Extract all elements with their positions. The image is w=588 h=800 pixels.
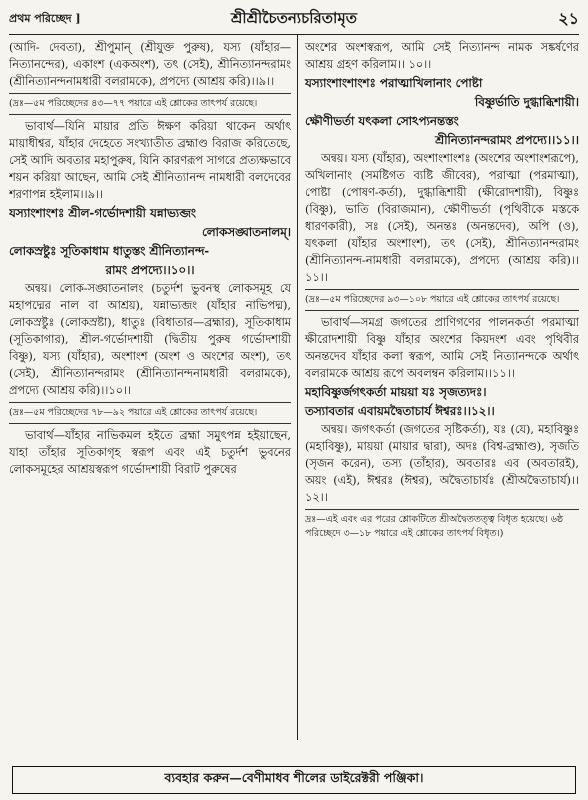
shloka-11-line-3: ক্ষৌণীভর্তা যৎকলা সোঽপ্যনন্তস্তং bbox=[305, 114, 459, 128]
divider bbox=[305, 310, 579, 311]
divider bbox=[305, 289, 579, 290]
page-number: ২১ bbox=[558, 8, 579, 28]
shloka-10-line-1: যস্যাংশাংশঃ শ্রীল-গর্ভোদশায়ী যন্নাভ্যব্জং bbox=[9, 206, 196, 220]
divider bbox=[9, 402, 291, 403]
right-note-2: দ্রঃ—এই এবং এর পরের শ্লোকটিতে শ্রীঅদ্বৈততত্ত্ব বিধৃত হয়েছে। ৬ষ্ঠ পরিচ্ছেদে ৩—১৮ পয়ারে এই শ্লোকের তাৎপর্য বিধৃত।) bbox=[305, 514, 563, 539]
page-header bbox=[9, 6, 579, 32]
left-bhavartha-2: ভাবার্থ—যাঁহার নাভিকমল হইতে ব্রহ্মা সমুৎপন্ন হইয়াছেন, যাহা তাঁহার সূতিকাগৃহ স্বরূপ এবং এই চতুর্দশ ভুবনের লোকসমূহের আশ্রয়স্বরূপ গর্ভোদশায়ী বিরাট পুরুষের bbox=[9, 429, 291, 476]
right-note-1: (দ্রঃ—৫ম পরিচ্ছেদের ৯৩—১০৮ পয়ারে এই শ্লোকের তাৎপর্য রয়েছে। bbox=[305, 294, 560, 305]
shloka-10-line-4: রামং প্রপদ্যে।।১০।। bbox=[105, 263, 195, 277]
divider bbox=[9, 423, 291, 424]
shloka-11-line-1: যস্যাংশাংশাংশঃ পরাত্মাখিলানাং পোষ্টা bbox=[305, 76, 483, 90]
page-title: শ্রীশ্রীচৈতন্যচরিতামৃত bbox=[231, 8, 357, 27]
left-paragraph-1: (আদি- দেবতা), শ্রীপুমান্ (শ্রীযুক্ত পুরুষ), যস্য (যাঁহার—নিত্যানন্দের), একাংশ (একঅংশ), তৎ (সেই), শ্রীনিত্যানন্দরামং (শ্রীনিত্যানন্দনামধারী বলরামকে), প্রপদ্যে (আশ্রয় করি)।।৯।। bbox=[9, 41, 291, 88]
footer-text: ব্যবহার করুন—বেণীমাধব শীলের ডাইরেক্টরী পঞ্জিকা। bbox=[164, 770, 424, 785]
footer-advert bbox=[12, 766, 576, 794]
divider bbox=[305, 509, 579, 510]
shloka-12-line-2: তস্যাবতার এবায়মদ্বৈতাচার্য ঈশ্বরঃ।।১২।। bbox=[305, 404, 495, 418]
divider bbox=[9, 93, 291, 94]
shloka-11-line-2: বিষ্ণুর্ভাতি দুগ্ধাব্ধিশায়ী। bbox=[474, 95, 579, 109]
left-bhavartha-1: ভাবার্থ—যিনি মায়ার প্রতি ঈক্ষণ করিয়া থাকেন অর্থাৎ মায়াধীশ্বর, যাঁহার দেহেতে সংখ্যাতীত ব্রহ্মাণ্ড বিরাজ করিতেছে, সেই আদি অবতার মহাপুরুষ, যিনি কারণরূপ সাগরে প্রত্যক্ষভাবে শয়ন করিয়া আছেন, আমি সেই শ্রীনিত্যানন্দ নামধারী বলদেবের শরণাপন্ন হইলাম।।৯।। bbox=[9, 120, 291, 201]
left-column bbox=[9, 35, 297, 740]
shloka-11-line-4: শ্রীনিত্যানন্দরামং প্রপদ্যে।।১১।। bbox=[435, 133, 579, 147]
right-column bbox=[297, 35, 579, 740]
shloka-10-line-3: লোকস্রষ্টুঃ সূতিকাধাম ধাতুস্তং শ্রীনিত্যানন্দ- bbox=[9, 244, 210, 258]
right-anvaya-12: অন্বয়। জগৎকর্তা (জগতের সৃষ্টিকর্তা), যঃ (যে), মহাবিষ্ণুঃ (মহাবিষ্ণু), মায়য়া (মায়ার দ্বারা), অদঃ (বিশ্ব-ব্রহ্মাণ্ড), সৃজতি (সৃজন করেন), তস্য (তাঁহার), অবতারঃ এব (অবতারই), অয়ং (এই), ঈশ্বরঃ (ঈশ্বর), অদ্বৈতাচার্যঃ (শ্রীঅদ্বৈতাচার্য)।।১২।। bbox=[305, 423, 579, 504]
left-note-1: (দ্রঃ—৫ম পরিচ্ছেদের ৪৩—৭৭ পয়ারে এই শ্লোকের তাৎপর্য রয়েছে। bbox=[9, 98, 258, 109]
right-anvaya-11: অন্বয়। যস্য (যাঁহার), অংশাংশাংশঃ (অংশের অংশাংশরূপে), অখিলানাং (সমষ্টিগত ব্যষ্টি জীবের), পরাত্মা (পরমাত্মা), পোষ্টা (পোষণ-কর্তা), দুগ্ধাব্ধিশায়ী (ক্ষীরোদশায়ী), বিষ্ণুঃ (বিষ্ণু), ভাতি (বিরাজমান), ক্ষৌণীভর্তা (পৃথিবীকে মস্তকে ধারণকারী), সঃ (সেই), অনন্তঃ (অনন্তদেব), অপি (ও), যৎকলা (যাঁহার অংশাংশ), তৎ (সেই), শ্রীনিত্যানন্দরামং (শ্রীনিত্যানন্দ-নামধারী বলরামকে), প্রপদ্যে (আশ্রয় করি)।।১১।। bbox=[305, 152, 579, 284]
left-note-2: (দ্রঃ—৫ম পরিচ্ছেদের ৭৮—৯২ পয়ারে এই শ্লোকের তাৎপর্য রয়েছে। bbox=[9, 407, 258, 418]
right-bhavartha-11: ভাবার্থ—সমগ্র জগতের প্রাণিগণের পালনকর্তা পরমাত্মা ক্ষীরোদশায়ী বিষ্ণু যাঁহার অংশের কিয়দংশ এবং পৃথিবীর অনন্তদেব যাঁহার কলা স্বরূপ, আমি সেই নিত্যানন্দকে অর্থাৎ বলরামকে আশ্রয় রূপে অবলম্বন করিলাম।।১১।। bbox=[305, 316, 579, 380]
shloka-12-line-1: মহাবিষ্ণুর্জগৎকর্তা মায়য়া যঃ সৃজত্যদঃ। bbox=[305, 385, 487, 399]
shloka-10-line-2: লোকসঙ্ঘাতনালম্। bbox=[201, 225, 291, 239]
left-anvaya-10: অন্বয়। লোক-সঙ্ঘাতনালং (চতুর্দশ ভুবনস্থ লোকসমূহ যে মহাপদ্মের নাল বা আশ্রয়), যন্নাভ্যব্জং (যাঁহার নাভিপদ্ম), লোকস্রষ্টুঃ (লোকস্রষ্টা), ধাতুঃ (বিধাতার—ব্রহ্মার), সূতিকাধাম (সূতিকাগার), শ্রীল-গর্ভোদশায়ী (দ্বিতীয় পুরুষ গর্ভোদশায়ী বিষ্ণু), যস্য (যাঁহার), অংশাংশ (অংশ ও অংশের অংশ), তৎ (সেই), শ্রীনিত্যানন্দরামং (শ্রীনিত্যানন্দনামধারী বলরামকে), প্রপদ্যে (আশ্রয় করি)।।১০।। bbox=[9, 282, 291, 397]
chapter-label: প্রথম পরিচ্ছেদ ] bbox=[9, 11, 81, 25]
divider bbox=[9, 114, 291, 115]
two-column-body bbox=[9, 35, 579, 740]
right-paragraph-1: অংশের অংশস্বরূপ, আমি সেই নিত্যানন্দ নামক সঙ্কর্ষণের আশ্রয় গ্রহণ করিলাম।। ১০।। bbox=[305, 41, 579, 71]
